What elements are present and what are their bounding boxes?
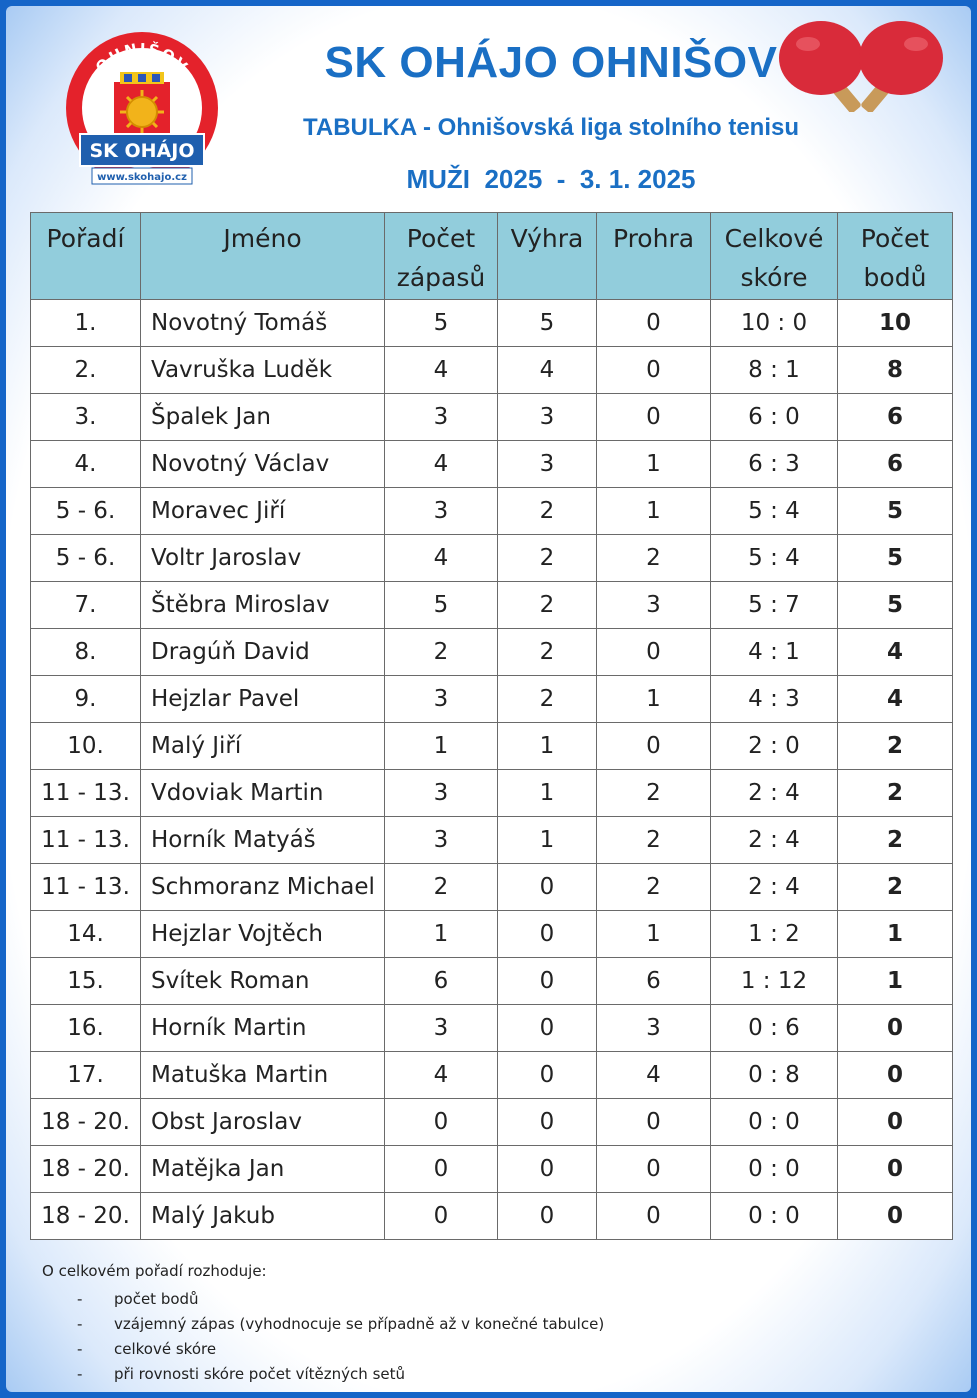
cell-matches: 5: [385, 582, 498, 629]
cell-wins: 0: [498, 1005, 597, 1052]
cell-score: 6 : 0: [711, 394, 838, 441]
notes-item: - celkové skóre: [77, 1340, 217, 1358]
cell-score: 2 : 4: [711, 770, 838, 817]
cell-wins: 3: [498, 441, 597, 488]
cell-score: 0 : 0: [711, 1193, 838, 1240]
cell-score: 10 : 0: [711, 300, 838, 347]
cell-rank: 5 - 6.: [31, 488, 141, 535]
table-row: [31, 817, 953, 864]
cell-losses: 1: [597, 911, 711, 958]
cell-losses: 0: [597, 1099, 711, 1146]
cell-points: 6: [838, 441, 953, 488]
cell-name: Obst Jaroslav: [141, 1099, 385, 1146]
cell-losses: 1: [597, 441, 711, 488]
cell-points: 5: [838, 582, 953, 629]
cell-rank: 2.: [31, 347, 141, 394]
cell-rank: 18 - 20.: [31, 1193, 141, 1240]
cell-points: 6: [838, 394, 953, 441]
cell-losses: 0: [597, 394, 711, 441]
cell-wins: 2: [498, 535, 597, 582]
table-row: [31, 1005, 953, 1052]
cell-matches: 3: [385, 676, 498, 723]
cell-losses: 2: [597, 770, 711, 817]
cell-score: 0 : 0: [711, 1146, 838, 1193]
cell-rank: 1.: [31, 300, 141, 347]
col-header-score: Celkové skóre: [711, 213, 838, 300]
cell-wins: 0: [498, 1099, 597, 1146]
cell-wins: 3: [498, 394, 597, 441]
cell-points: 0: [838, 1005, 953, 1052]
cell-points: 0: [838, 1052, 953, 1099]
table-tennis-paddles-icon: [776, 20, 946, 112]
table-row: [31, 1146, 953, 1193]
cell-matches: 0: [385, 1146, 498, 1193]
page-subtitle: TABULKA - Ohnišovská liga stolního tenisu: [302, 114, 800, 141]
cell-losses: 2: [597, 535, 711, 582]
logo-url: www.skohajo.cz: [97, 172, 187, 183]
cell-name: Svítek Roman: [141, 958, 385, 1005]
cell-wins: 0: [498, 1052, 597, 1099]
cell-name: Hejzlar Vojtěch: [141, 911, 385, 958]
table-row: [31, 394, 953, 441]
cell-losses: 0: [597, 1193, 711, 1240]
cell-score: 0 : 0: [711, 1099, 838, 1146]
cell-points: 0: [838, 1193, 953, 1240]
cell-score: 5 : 7: [711, 582, 838, 629]
cell-name: Matějka Jan: [141, 1146, 385, 1193]
cell-wins: 2: [498, 582, 597, 629]
cell-losses: 1: [597, 488, 711, 535]
table-row: [31, 535, 953, 582]
cell-wins: 5: [498, 300, 597, 347]
tiebreak-notes: [42, 1262, 605, 1387]
cell-rank: 15.: [31, 958, 141, 1005]
cell-rank: 17.: [31, 1052, 141, 1099]
cell-matches: 4: [385, 441, 498, 488]
cell-rank: 18 - 20.: [31, 1099, 141, 1146]
notes-heading: O celkovém pořadí rozhoduje:: [42, 1262, 267, 1280]
cell-name: Novotný Václav: [141, 441, 385, 488]
cell-losses: 2: [597, 864, 711, 911]
cell-name: Hejzlar Pavel: [141, 676, 385, 723]
table-row: [31, 347, 953, 394]
cell-points: 1: [838, 911, 953, 958]
cell-losses: 3: [597, 582, 711, 629]
logo-banner-text: SK OHÁJO: [89, 140, 195, 162]
cell-losses: 6: [597, 958, 711, 1005]
cell-matches: 4: [385, 535, 498, 582]
cell-rank: 18 - 20.: [31, 1146, 141, 1193]
cell-name: Malý Jakub: [141, 1193, 385, 1240]
table-row: [31, 864, 953, 911]
cell-points: 1: [838, 958, 953, 1005]
cell-score: 4 : 3: [711, 676, 838, 723]
cell-losses: 2: [597, 817, 711, 864]
cell-wins: 1: [498, 770, 597, 817]
cell-matches: 3: [385, 770, 498, 817]
club-logo: [64, 26, 220, 191]
col-header-points: Počet bodů: [838, 213, 953, 300]
cell-matches: 3: [385, 488, 498, 535]
notes-item: - při rovnosti skóre počet vítězných setů: [77, 1365, 405, 1383]
cell-matches: 1: [385, 911, 498, 958]
cell-rank: 4.: [31, 441, 141, 488]
cell-rank: 11 - 13.: [31, 864, 141, 911]
cell-name: Malý Jiří: [141, 723, 385, 770]
cell-wins: 0: [498, 864, 597, 911]
cell-wins: 0: [498, 911, 597, 958]
cell-matches: 3: [385, 817, 498, 864]
cell-points: 0: [838, 1146, 953, 1193]
cell-losses: 0: [597, 629, 711, 676]
cell-matches: 3: [385, 394, 498, 441]
cell-name: Matuška Martin: [141, 1052, 385, 1099]
cell-wins: 2: [498, 629, 597, 676]
cell-matches: 2: [385, 864, 498, 911]
cell-score: 0 : 8: [711, 1052, 838, 1099]
notes-item: - vzájemný zápas (vyhodnocuje se případně až v konečné tabulce): [77, 1315, 605, 1333]
table-row: [31, 629, 953, 676]
cell-score: 1 : 2: [711, 911, 838, 958]
cell-points: 2: [838, 723, 953, 770]
cell-rank: 16.: [31, 1005, 141, 1052]
cell-points: 0: [838, 1099, 953, 1146]
cell-name: Moravec Jiří: [141, 488, 385, 535]
cell-rank: 3.: [31, 394, 141, 441]
table-row: [31, 1193, 953, 1240]
cell-points: 5: [838, 535, 953, 582]
sun-icon: [127, 97, 157, 127]
category-date: MUŽI 2025 - 3. 1. 2025: [406, 164, 696, 194]
col-header-rank: Pořadí: [31, 213, 141, 300]
cell-rank: 10.: [31, 723, 141, 770]
table-row: [31, 582, 953, 629]
cell-wins: 2: [498, 488, 597, 535]
cell-name: Špalek Jan: [141, 394, 385, 441]
cell-points: 8: [838, 347, 953, 394]
cell-rank: 9.: [31, 676, 141, 723]
cell-score: 5 : 4: [711, 488, 838, 535]
cell-score: 4 : 1: [711, 629, 838, 676]
cell-points: 2: [838, 817, 953, 864]
cell-wins: 0: [498, 958, 597, 1005]
cell-rank: 11 - 13.: [31, 770, 141, 817]
cell-name: Štěbra Miroslav: [141, 582, 385, 629]
cell-name: Vdoviak Martin: [141, 770, 385, 817]
cell-points: 5: [838, 488, 953, 535]
table-row: [31, 1099, 953, 1146]
cell-score: 1 : 12: [711, 958, 838, 1005]
cell-points: 10: [838, 300, 953, 347]
table-row: [31, 1052, 953, 1099]
cell-losses: 3: [597, 1005, 711, 1052]
cell-points: 2: [838, 864, 953, 911]
cell-matches: 4: [385, 347, 498, 394]
cell-wins: 0: [498, 1146, 597, 1193]
col-header-wins: Výhra: [498, 213, 597, 300]
cell-matches: 0: [385, 1099, 498, 1146]
table-row: [31, 488, 953, 535]
cell-name: Novotný Tomáš: [141, 300, 385, 347]
cell-wins: 0: [498, 1193, 597, 1240]
standings-table: [30, 212, 953, 1240]
table-row: [31, 300, 953, 347]
cell-points: 2: [838, 770, 953, 817]
table-row: [31, 676, 953, 723]
cell-wins: 2: [498, 676, 597, 723]
cell-wins: 1: [498, 723, 597, 770]
cell-losses: 0: [597, 723, 711, 770]
cell-matches: 0: [385, 1193, 498, 1240]
cell-matches: 6: [385, 958, 498, 1005]
cell-losses: 0: [597, 347, 711, 394]
cell-losses: 1: [597, 676, 711, 723]
cell-score: 6 : 3: [711, 441, 838, 488]
cell-score: 2 : 0: [711, 723, 838, 770]
logo-arc-text: OHNIŠOV: [91, 39, 193, 77]
cell-name: Voltr Jaroslav: [141, 535, 385, 582]
cell-losses: 0: [597, 300, 711, 347]
col-header-name: Jméno: [141, 213, 385, 300]
cell-rank: 11 - 13.: [31, 817, 141, 864]
cell-rank: 14.: [31, 911, 141, 958]
table-row: [31, 441, 953, 488]
cell-rank: 5 - 6.: [31, 535, 141, 582]
table-row: [31, 958, 953, 1005]
cell-matches: 3: [385, 1005, 498, 1052]
cell-score: 5 : 4: [711, 535, 838, 582]
table-row: [31, 723, 953, 770]
notes-item: - počet bodů: [77, 1290, 199, 1308]
table-row: [31, 911, 953, 958]
cell-name: Horník Matyáš: [141, 817, 385, 864]
page-title: SK OHÁJO OHNIŠOV: [324, 38, 778, 87]
cell-rank: 7.: [31, 582, 141, 629]
cell-score: 2 : 4: [711, 864, 838, 911]
page-frame: [6, 6, 971, 1392]
cell-wins: 4: [498, 347, 597, 394]
cell-name: Schmoranz Michael: [141, 864, 385, 911]
cell-matches: 2: [385, 629, 498, 676]
cell-matches: 5: [385, 300, 498, 347]
cell-losses: 0: [597, 1146, 711, 1193]
cell-matches: 1: [385, 723, 498, 770]
col-header-losses: Prohra: [597, 213, 711, 300]
table-row: [31, 770, 953, 817]
cell-name: Dragúň David: [141, 629, 385, 676]
cell-score: 0 : 6: [711, 1005, 838, 1052]
cell-wins: 1: [498, 817, 597, 864]
table-header-row: [31, 213, 953, 300]
cell-points: 4: [838, 629, 953, 676]
cell-losses: 4: [597, 1052, 711, 1099]
cell-score: 8 : 1: [711, 347, 838, 394]
col-header-matches: Počet zápasů: [385, 213, 498, 300]
cell-matches: 4: [385, 1052, 498, 1099]
cell-score: 2 : 4: [711, 817, 838, 864]
cell-name: Vavruška Luděk: [141, 347, 385, 394]
cell-rank: 8.: [31, 629, 141, 676]
cell-points: 4: [838, 676, 953, 723]
cell-name: Horník Martin: [141, 1005, 385, 1052]
